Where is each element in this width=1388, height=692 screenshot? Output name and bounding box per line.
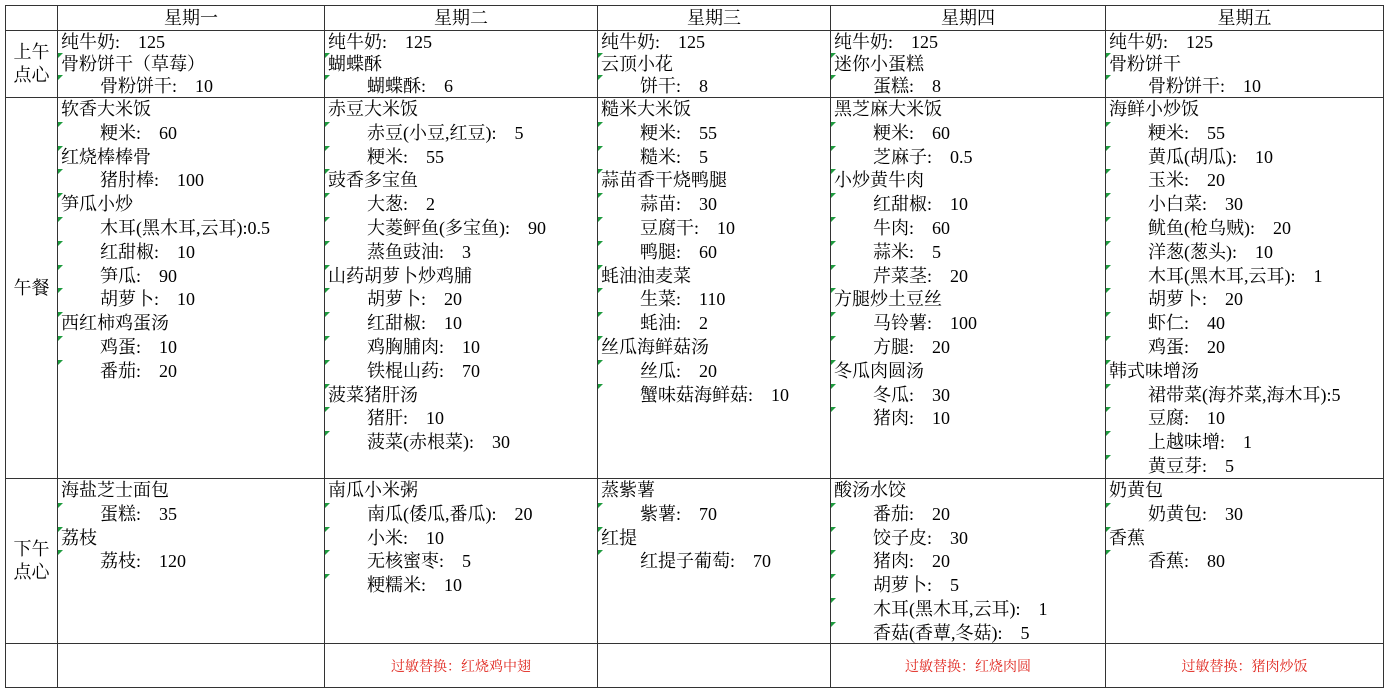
- ingredient-line: 粳米: 60: [61, 122, 324, 146]
- ingredient-line: 粳米: 55: [328, 146, 597, 170]
- row-label-text: 上午点心: [13, 42, 50, 85]
- menu-table: [5, 5, 1384, 688]
- menu-cell-morning-snack-tue[interactable]: [325, 31, 598, 98]
- ingredient-line: 马铃薯: 100: [834, 312, 1105, 336]
- dish-name: 丝瓜海鲜菇汤: [601, 336, 830, 360]
- ingredient-line: 无核蜜枣: 5: [328, 550, 597, 574]
- ingredient-line: 虾仁: 40: [1109, 312, 1383, 336]
- dish-name: 方腿炒土豆丝: [834, 288, 1105, 312]
- menu-cell-lunch-mon[interactable]: [58, 98, 325, 479]
- dish-name: 荔枝: [61, 527, 324, 551]
- ingredient-line: 小白菜: 30: [1109, 193, 1383, 217]
- ingredient-line: 南瓜(倭瓜,番瓜): 20: [328, 503, 597, 527]
- dish-name: 蒸紫薯: [601, 480, 655, 500]
- ingredient-line: 红甜椒: 10: [328, 312, 597, 336]
- menu-cell-lunch-tue[interactable]: [325, 98, 598, 479]
- ingredient-line: 饺子皮: 30: [834, 527, 1105, 551]
- allergy-cell-thu[interactable]: [831, 644, 1106, 688]
- menu-cell-afternoon-snack-thu[interactable]: [831, 479, 1106, 644]
- ingredient-line: 冬瓜: 30: [834, 384, 1105, 408]
- ingredient-line: 芹菜茎: 20: [834, 265, 1105, 289]
- allergy-substitute-text: 过敏替换：猪肉炒饭: [1181, 657, 1308, 674]
- ingredient-line: 芝麻子: 0.5: [834, 146, 1105, 170]
- row-label-allergy[interactable]: [6, 644, 58, 688]
- ingredient-line: 上越味增: 1: [1109, 431, 1383, 455]
- ingredient-line: 胡萝卜: 20: [328, 288, 597, 312]
- menu-cell-lunch-thu[interactable]: [831, 98, 1106, 479]
- ingredient-line: 蟹味菇海鲜菇: 10: [601, 384, 830, 408]
- corner-cell[interactable]: [6, 6, 58, 31]
- allergy-cell-tue[interactable]: [325, 644, 598, 688]
- ingredient-line: 番茄: 20: [834, 503, 1105, 527]
- ingredient-line: 红甜椒: 10: [834, 193, 1105, 217]
- ingredient-line: 丝瓜: 20: [601, 360, 830, 384]
- ingredient-line: 豆腐: 10: [1109, 407, 1383, 431]
- ingredient-line: 猪肉: 10: [834, 407, 1105, 431]
- allergy-cell-fri[interactable]: [1106, 644, 1384, 688]
- dish-name: 骨粉饼干: [1109, 53, 1383, 75]
- column-header-thu[interactable]: 星期四: [831, 6, 1106, 31]
- row-label-text: 午餐: [13, 277, 50, 298]
- ingredient-line: 糙米: 5: [601, 146, 830, 170]
- ingredient-line: 铁棍山药: 70: [328, 360, 597, 384]
- ingredient-line: 木耳(黑木耳,云耳):0.5: [61, 217, 324, 241]
- ingredient-line: 黄豆芽: 5: [1109, 455, 1383, 479]
- ingredient-line: 番茄: 20: [61, 360, 324, 384]
- ingredient-line: 香蕉: 80: [1109, 550, 1383, 574]
- row-label-morning-snack[interactable]: [6, 31, 58, 98]
- ingredient-line: 粳米: 55: [601, 122, 830, 146]
- menu-cell-lunch-wed[interactable]: [598, 98, 831, 479]
- dish-name: 纯牛奶: 125: [61, 32, 166, 52]
- ingredient-line: 木耳(黑木耳,云耳): 1: [834, 598, 1105, 622]
- ingredient-line: 胡萝卜: 10: [61, 288, 324, 312]
- dish-name: 海盐芝士面包: [61, 480, 169, 500]
- dish-name: 云顶小花: [601, 53, 830, 75]
- dish-name: 南瓜小米粥: [328, 480, 418, 500]
- dish-name: 香蕉: [1109, 527, 1383, 551]
- dish-name: 冬瓜肉圆汤: [834, 360, 1105, 384]
- ingredient-line: 粳米: 55: [1109, 122, 1383, 146]
- ingredient-line: 骨粉饼干: 10: [61, 75, 324, 97]
- dish-name: 菠菜猪肝汤: [328, 384, 597, 408]
- dish-name: 纯牛奶: 125: [834, 32, 939, 52]
- ingredient-line: 洋葱(葱头): 10: [1109, 241, 1383, 265]
- ingredient-line: 豆腐干: 10: [601, 217, 830, 241]
- allergy-substitute-text: 过敏替换：红烧肉圆: [905, 657, 1031, 674]
- ingredient-line: 鸡胸脯肉: 10: [328, 336, 597, 360]
- dish-name: 赤豆大米饭: [328, 99, 418, 119]
- allergy-cell-wed[interactable]: [598, 644, 831, 688]
- dish-name: 奶黄包: [1109, 480, 1163, 500]
- menu-cell-morning-snack-mon[interactable]: [58, 31, 325, 98]
- ingredient-line: 蝴蝶酥: 6: [328, 75, 597, 97]
- ingredient-line: 鸡蛋: 10: [61, 336, 324, 360]
- dish-name: 软香大米饭: [61, 99, 151, 119]
- dish-name: 小炒黄牛肉: [834, 169, 1105, 193]
- ingredient-line: 骨粉饼干: 10: [1109, 75, 1383, 97]
- ingredient-line: 粳米: 60: [834, 122, 1105, 146]
- ingredient-line: 鱿鱼(枪乌贼): 20: [1109, 217, 1383, 241]
- column-header-fri[interactable]: 星期五: [1106, 6, 1384, 31]
- dish-name: 笋瓜小炒: [61, 193, 324, 217]
- ingredient-line: 蚝油: 2: [601, 312, 830, 336]
- ingredient-line: 奶黄包: 30: [1109, 503, 1383, 527]
- menu-cell-afternoon-snack-wed[interactable]: [598, 479, 831, 644]
- ingredient-line: 生菜: 110: [601, 288, 830, 312]
- dish-name: 蝴蝶酥: [328, 53, 597, 75]
- dish-name: 糙米大米饭: [601, 99, 691, 119]
- ingredient-line: 荔枝: 120: [61, 550, 324, 574]
- ingredient-line: 蒸鱼豉油: 3: [328, 241, 597, 265]
- menu-cell-morning-snack-fri[interactable]: [1106, 31, 1384, 98]
- ingredient-line: 蒜苗: 30: [601, 193, 830, 217]
- dish-name: 黑芝麻大米饭: [834, 99, 942, 119]
- dish-name: 豉香多宝鱼: [328, 169, 597, 193]
- dish-name: 骨粉饼干（草莓）: [61, 53, 324, 75]
- dish-name: 纯牛奶: 125: [328, 32, 433, 52]
- ingredient-line: 胡萝卜: 5: [834, 574, 1105, 598]
- allergy-cell-mon[interactable]: [58, 644, 325, 688]
- ingredient-line: 木耳(黑木耳,云耳): 1: [1109, 265, 1383, 289]
- allergy-substitute-text: 过敏替换：红烧鸡中翅: [391, 657, 531, 674]
- ingredient-line: 黄瓜(胡瓜): 10: [1109, 146, 1383, 170]
- row-label-text: 下午点心: [13, 539, 50, 582]
- dish-name: 蒜苗香干烧鸭腿: [601, 169, 830, 193]
- ingredient-line: 牛肉: 60: [834, 217, 1105, 241]
- ingredient-line: 蒜米: 5: [834, 241, 1105, 265]
- ingredient-line: 胡萝卜: 20: [1109, 288, 1383, 312]
- dish-name: 迷你小蛋糕: [834, 53, 1105, 75]
- ingredient-line: 猪肘棒: 100: [61, 169, 324, 193]
- ingredient-line: 红提子葡萄: 70: [601, 550, 830, 574]
- dish-name: 西红柿鸡蛋汤: [61, 312, 324, 336]
- menu-cell-morning-snack-wed[interactable]: [598, 31, 831, 98]
- menu-cell-morning-snack-thu[interactable]: [831, 31, 1106, 98]
- ingredient-line: 大菱鲆鱼(多宝鱼): 90: [328, 217, 597, 241]
- ingredient-line: 紫薯: 70: [601, 503, 830, 527]
- menu-cell-afternoon-snack-tue[interactable]: [325, 479, 598, 644]
- dish-name: 红提: [601, 527, 830, 551]
- dish-name: 海鲜小炒饭: [1109, 99, 1199, 119]
- ingredient-line: 笋瓜: 90: [61, 265, 324, 289]
- ingredient-line: 玉米: 20: [1109, 169, 1383, 193]
- menu-cell-afternoon-snack-mon[interactable]: [58, 479, 325, 644]
- ingredient-line: 方腿: 20: [834, 336, 1105, 360]
- column-header-mon[interactable]: 星期一: [58, 6, 325, 31]
- ingredient-line: 蛋糕: 8: [834, 75, 1105, 97]
- ingredient-line: 菠菜(赤根菜): 30: [328, 431, 597, 455]
- dish-name: 山药胡萝卜炒鸡脯: [328, 265, 597, 289]
- ingredient-line: 猪肉: 20: [834, 550, 1105, 574]
- menu-cell-afternoon-snack-fri[interactable]: [1106, 479, 1384, 644]
- dish-name: 红烧棒棒骨: [61, 146, 324, 170]
- ingredient-line: 红甜椒: 10: [61, 241, 324, 265]
- dish-name: 韩式味增汤: [1109, 360, 1383, 384]
- ingredient-line: 鸭腿: 60: [601, 241, 830, 265]
- dish-name: 纯牛奶: 125: [601, 32, 706, 52]
- ingredient-line: 蛋糕: 35: [61, 503, 324, 527]
- column-header-tue[interactable]: 星期二: [325, 6, 598, 31]
- ingredient-line: 裙带菜(海芥菜,海木耳):5: [1109, 384, 1383, 408]
- ingredient-line: 鸡蛋: 20: [1109, 336, 1383, 360]
- row-label-afternoon-snack[interactable]: [6, 479, 58, 644]
- row-label-lunch[interactable]: [6, 98, 58, 479]
- ingredient-line: 大葱: 2: [328, 193, 597, 217]
- ingredient-line: 香菇(香蕈,冬菇): 5: [834, 622, 1105, 644]
- menu-cell-lunch-fri[interactable]: [1106, 98, 1384, 479]
- dish-name: 蚝油油麦菜: [601, 265, 830, 289]
- ingredient-line: 粳糯米: 10: [328, 574, 597, 598]
- dish-name: 酸汤水饺: [834, 480, 906, 500]
- ingredient-line: 小米: 10: [328, 527, 597, 551]
- ingredient-line: 赤豆(小豆,红豆): 5: [328, 122, 597, 146]
- ingredient-line: 猪肝: 10: [328, 407, 597, 431]
- dish-name: 纯牛奶: 125: [1109, 32, 1214, 52]
- column-header-wed[interactable]: 星期三: [598, 6, 831, 31]
- ingredient-line: 饼干: 8: [601, 75, 830, 97]
